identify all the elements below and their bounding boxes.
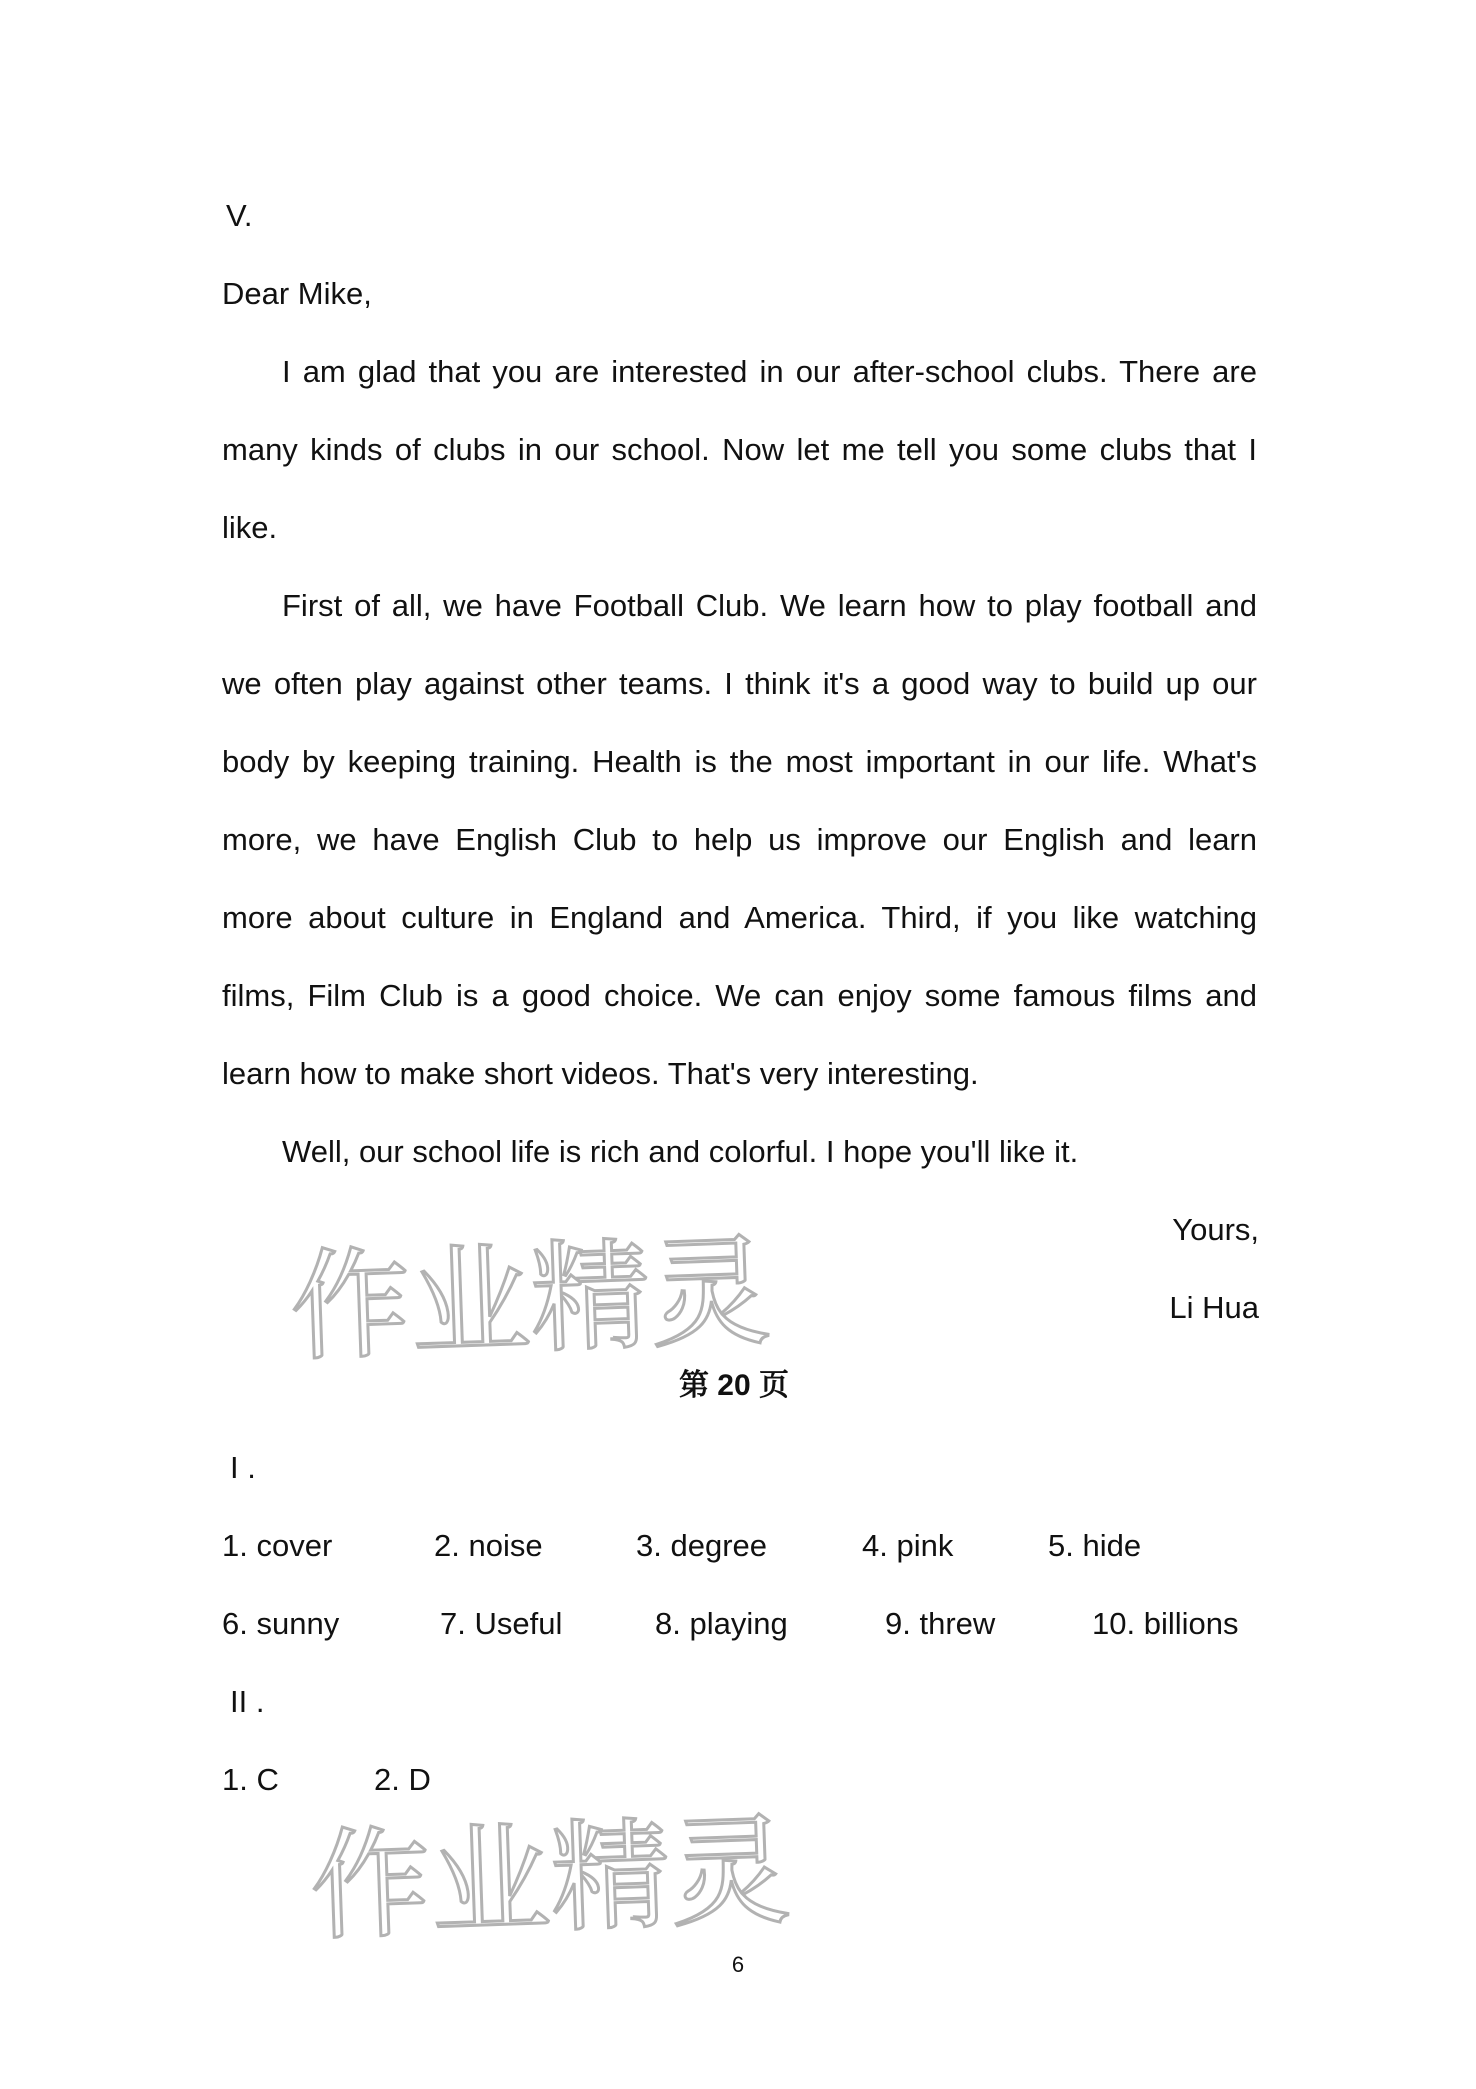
answer-item: 2. noise xyxy=(434,1528,543,1563)
paragraph-2-line-4: more, we have English Club to help us improve our English and learn xyxy=(222,822,1257,857)
paragraph-3: Well, our school life is rich and colorful. I hope you'll like it. xyxy=(282,1134,1079,1169)
answer-item: 1. cover xyxy=(222,1528,333,1563)
paragraph-2-line-2: we often play against other teams. I think it's a good way to build up our xyxy=(222,666,1257,701)
paragraph-2-line-3: body by keeping training. Health is the most important in our life. What's xyxy=(222,744,1257,779)
watermark-logo xyxy=(300,1780,820,1960)
answer-item: 4. pink xyxy=(862,1528,954,1563)
paragraph-2-line-6: films, Film Club is a good choice. We can enjoy some famous films and xyxy=(222,978,1257,1013)
paragraph-1-line-2: many kinds of clubs in our school. Now let me tell you some clubs that I xyxy=(222,432,1257,467)
answer-item: 2. D xyxy=(374,1762,431,1797)
paragraph-1-line-3: like. xyxy=(222,510,278,545)
paragraph-2-line-5: more about culture in England and America. Third, if you like watching xyxy=(222,900,1257,935)
page-number: 6 xyxy=(731,1952,745,1977)
answer-item: 5. hide xyxy=(1048,1528,1142,1563)
watermark-logo xyxy=(280,1200,840,1380)
answer-item: 9. threw xyxy=(885,1606,996,1641)
section-i-label: I . xyxy=(230,1450,256,1485)
answer-item: 8. playing xyxy=(655,1606,788,1641)
answer-item: 10. billions xyxy=(1092,1606,1239,1641)
section-ii-label: II . xyxy=(230,1684,265,1719)
section-v-label: V. xyxy=(226,198,253,233)
answer-item: 1. C xyxy=(222,1762,279,1797)
paragraph-2-line-7: learn how to make short videos. That's very interesting. xyxy=(222,1056,979,1091)
letter-signature: Li Hua xyxy=(1169,1290,1259,1325)
letter-salutation: Dear Mike, xyxy=(222,276,372,311)
letter-closing: Yours, xyxy=(1172,1212,1259,1247)
answer-item: 6. sunny xyxy=(222,1606,340,1641)
paragraph-2-line-1: First of all, we have Football Club. We learn how to play football and xyxy=(282,588,1257,623)
watermark-text: 作业精灵 xyxy=(308,1802,793,1958)
watermark-text: 作业精灵 xyxy=(288,1222,773,1379)
paragraph-1-line-1: I am glad that you are interested in our after-school clubs. There are xyxy=(282,354,1257,389)
page-heading: 第 20 页 xyxy=(678,1369,790,1402)
answer-item: 3. degree xyxy=(636,1528,767,1563)
answer-item: 7. Useful xyxy=(440,1606,563,1641)
